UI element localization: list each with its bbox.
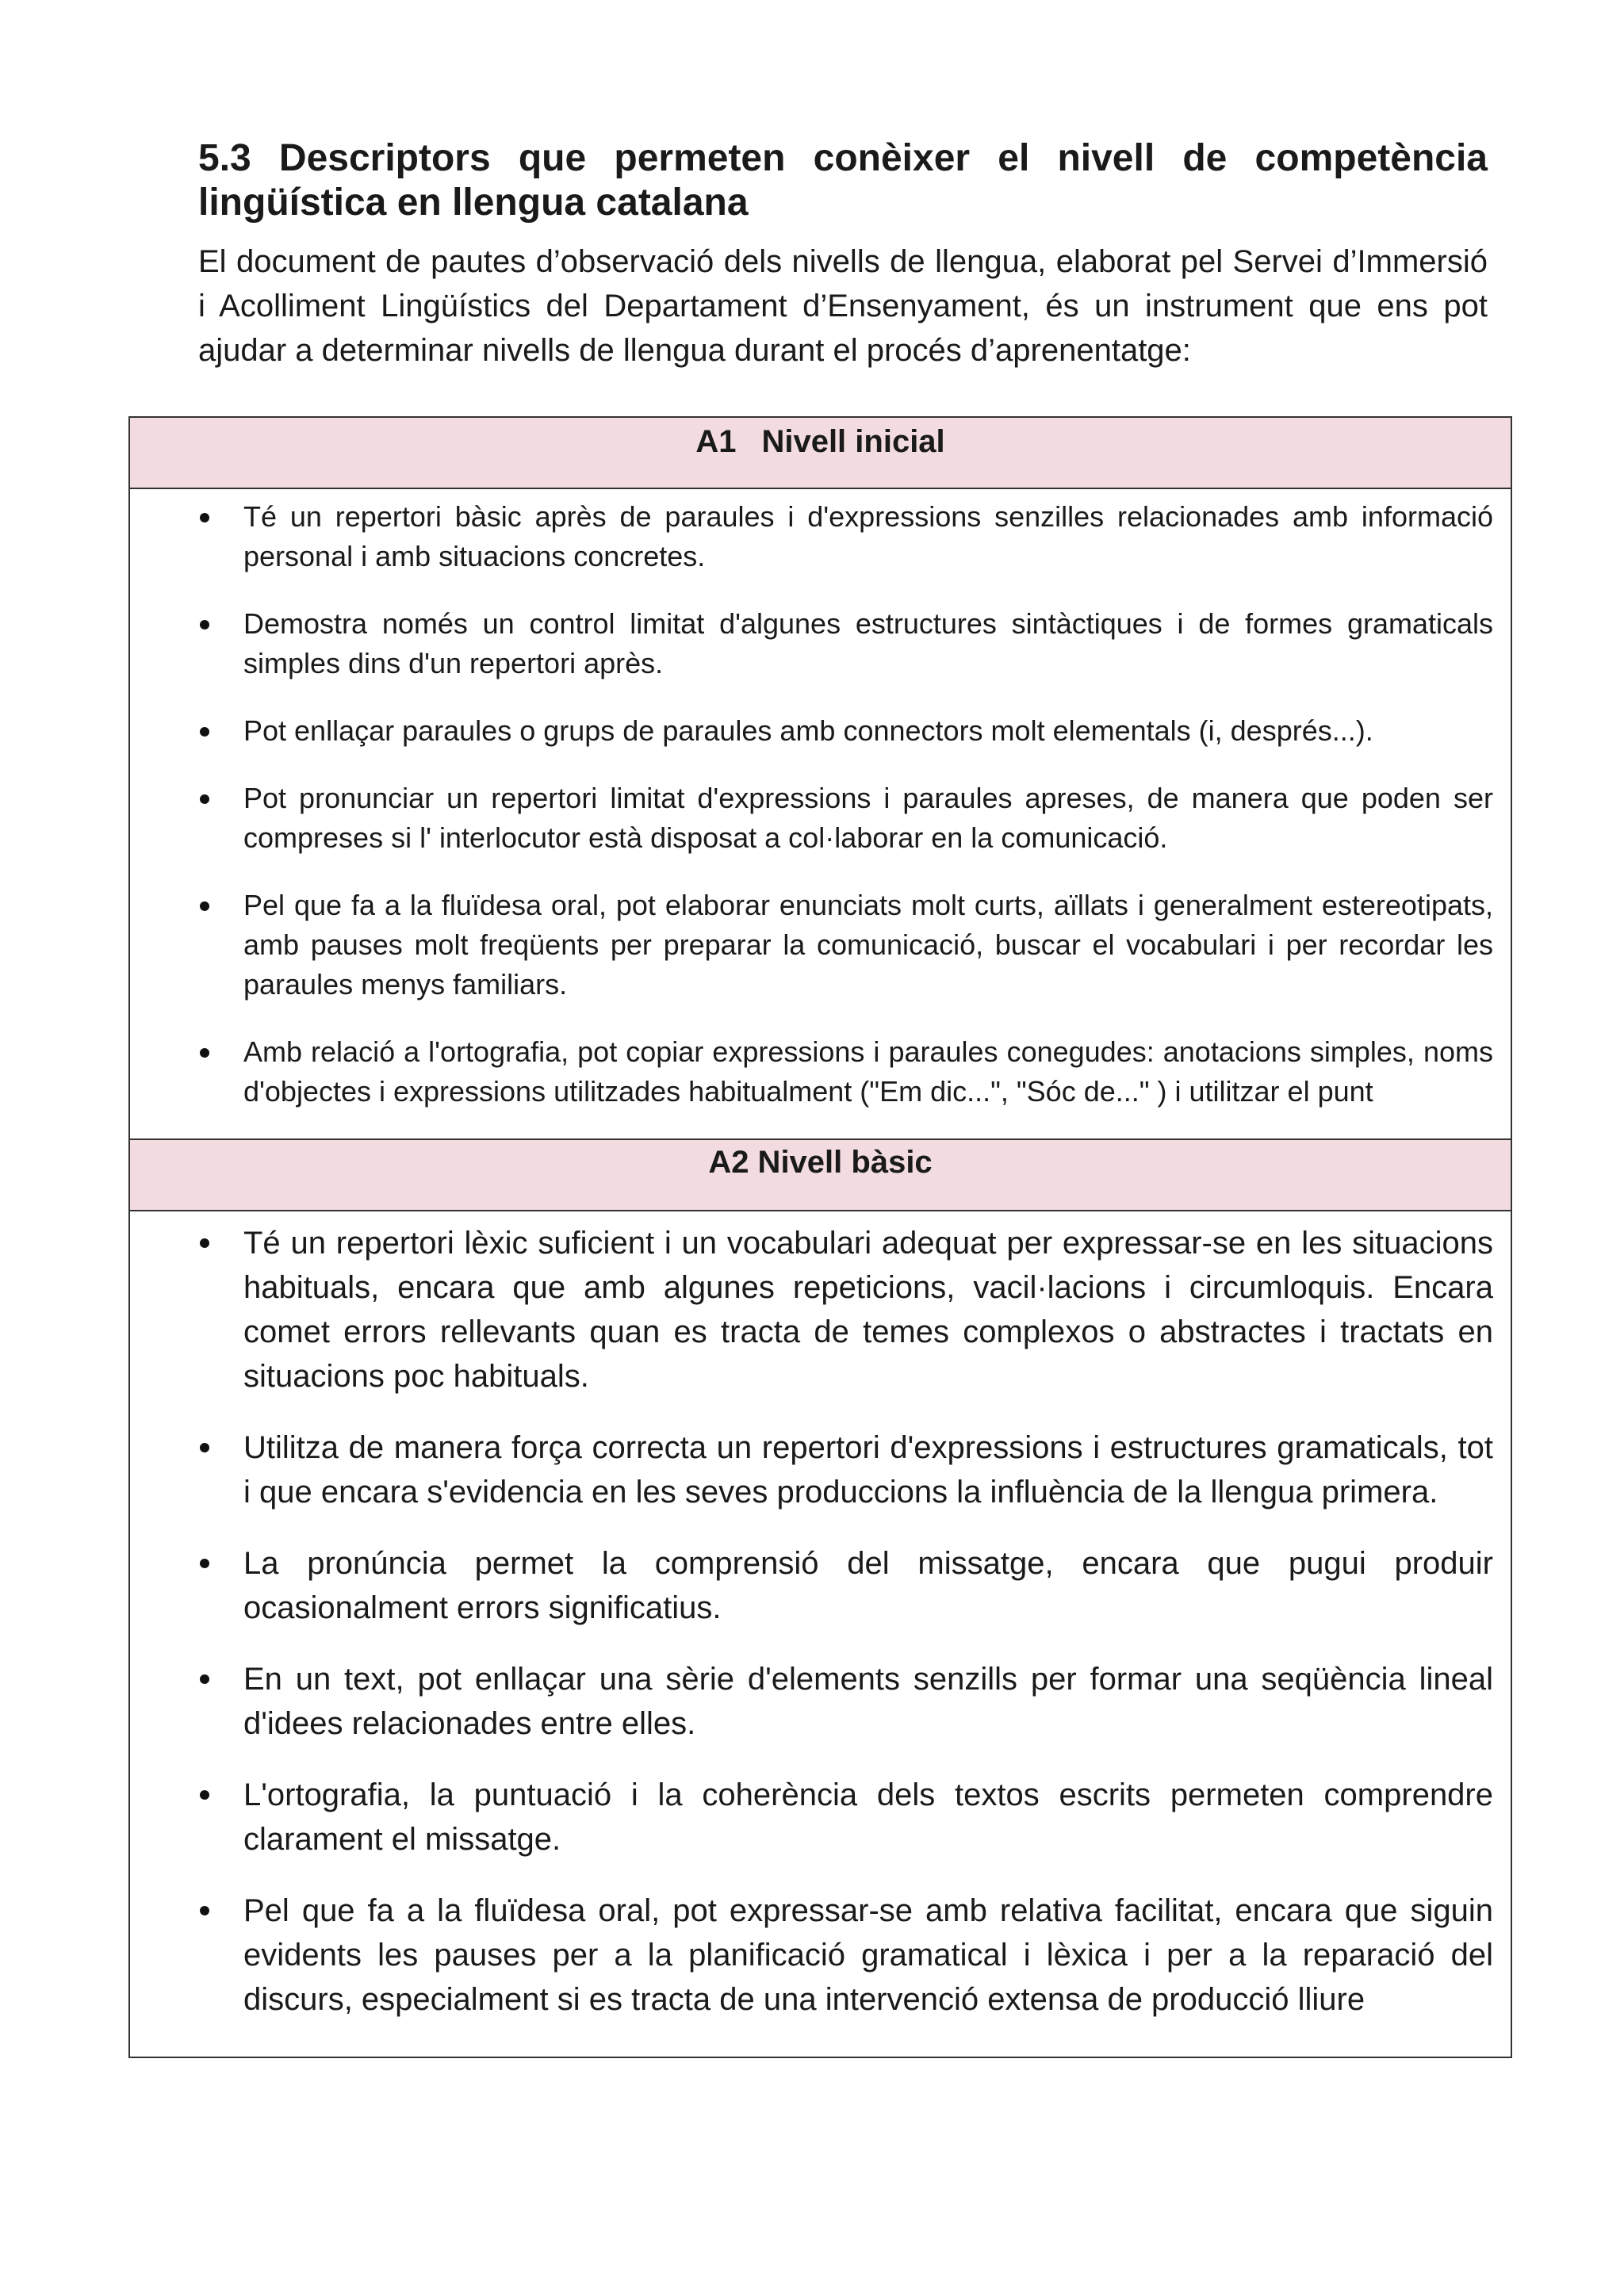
descriptor-item: Amb relació a l'ortografia, pot copiar expressions i paraules conegudes: anotacions simples, noms d'objectes i expressions utilitzades habitualment ("Em dic...", "Sóc de..." ) i utilitzar el punt [243,1032,1493,1112]
descriptor-item: Pel que fa a la fluïdesa oral, pot expressar-se amb relativa facilitat, encara que siguin evidents les pauses per a la planificació gramatical i lèxica i per a la reparació del discurs, especialment si es tracta de una intervenció extensa de producció lliure [243,1888,1493,2022]
descriptor-item: Pel que fa a la fluïdesa oral, pot elaborar enunciats molt curts, aïllats i generalment estereotipats, amb pauses molt freqüents per preparar la comunicació, buscar el vocabulari i per recordar les paraules menys familiars. [243,886,1493,1004]
level-a2-descriptor-list [130,1211,1511,2057]
descriptor-item: L'ortografia, la puntuació i la coherència dels textos escrits permeten comprendre clarament el missatge. [243,1773,1493,1862]
level-a1-code: A1 [695,424,737,459]
intro-paragraph: El document de pautes d’observació dels nivells de llengua, elaborat pel Servei d’Immersió i Acolliment Lingüístics del Departament d’Ensenyament, és un instrument que ens pot ajudar a determinar nivells de llengua durant el procés d’aprenentatge: [198,244,1488,368]
level-a1-header [130,418,1511,489]
descriptor-item: Pot enllaçar paraules o grups de paraules amb connectors molt elementals (i, després...). [243,711,1493,751]
descriptor-item: Demostra només un control limitat d'algunes estructures sintàctiques i de formes gramaticals simples dins d'un repertori après. [243,604,1493,683]
descriptor-item: Pot pronunciar un repertori limitat d'expressions i paraules apreses, de manera que poden ser compreses si l' interlocutor està disposat a col·laborar en la comunicació. [243,779,1493,858]
level-a1-name: Nivell inicial [761,424,945,459]
descriptor-item: La pronúncia permet la comprensió del missatge, encara que pugui produir ocasionalment errors significatius. [243,1541,1493,1630]
section-heading-line2: lingüística en llengua catalana [198,182,749,224]
level-a2-header: A2 Nivell bàsic [130,1138,1511,1211]
level-a1-descriptor-list [130,489,1511,1138]
section-heading-line1: 5.3 Descriptors que permeten conèixer el nivell de competència [198,137,1488,179]
descriptor-item: Té un repertori bàsic après de paraules i d'expressions senzilles relacionades amb informació personal i amb situacions concretes. [243,497,1493,576]
descriptor-item: En un text, pot enllaçar una sèrie d'elements senzills per formar una seqüència lineal d'idees relacionades entre elles. [243,1657,1493,1746]
descriptor-item: Utilitza de manera força correcta un repertori d'expressions i estructures gramaticals, tot i que encara s'evidencia en les seves produccions la influència de la llengua primera. [243,1425,1493,1514]
section-heading [198,136,1488,225]
levels-table [128,416,1512,2058]
descriptor-item: Té un repertori lèxic suficient i un vocabulari adequat per expressar-se en les situacions habituals, encara que amb algunes repeticions, vacil·lacions i circumloquis. Encara comet errors rellevants quan es tracta de temes complexos o abstractes i tractats en situacions poc habituals. [243,1221,1493,1399]
